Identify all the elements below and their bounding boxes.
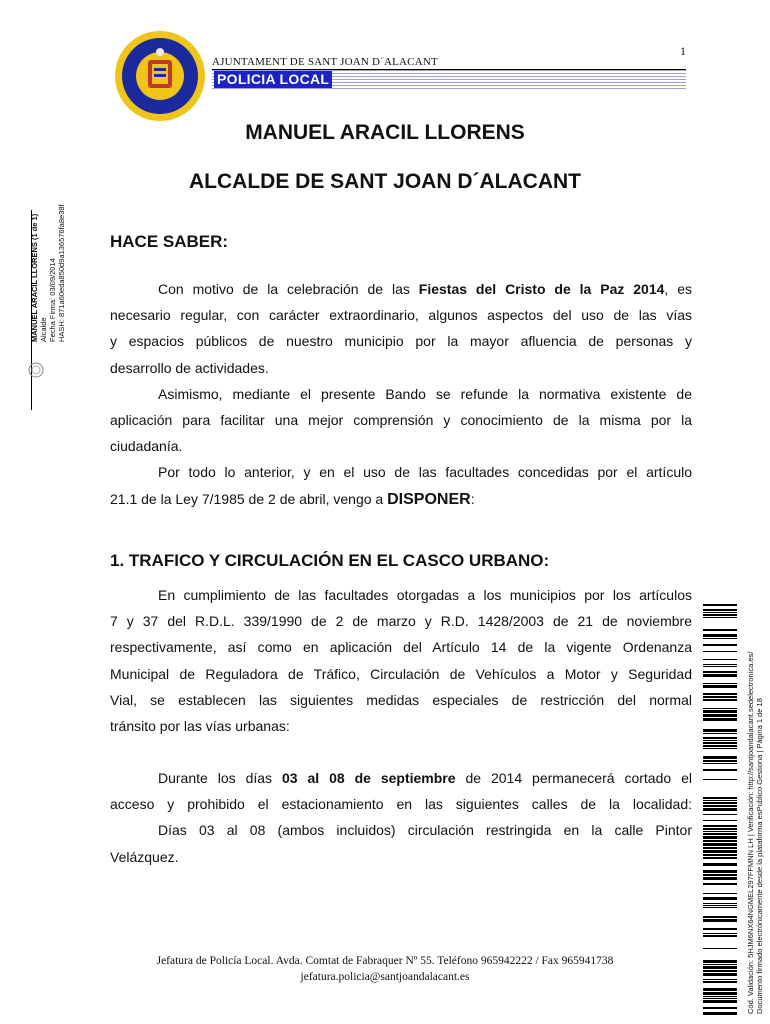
title-name: MANUEL ARACIL LLORENS: [245, 121, 525, 144]
intro-p1-text-a: Con motivo de la celebración de las: [158, 281, 419, 297]
intro-p2-line1: Asimismo, mediante el presente Bando se refunde la normativa existente de: [158, 385, 692, 402]
intro-p2-line2: aplicación para facilitar una mejor comprensión y conocimiento de la misma por la: [110, 412, 692, 429]
section1-line1: En cumplimiento de las facultades otorgadas a los municipios por los artículos: [158, 587, 692, 603]
footer: [0, 953, 770, 985]
intro-p3-line2: [110, 486, 692, 513]
intro-p1-line3: y espacios públicos de nuestro municipio por la mayor afluencia de personas y: [110, 333, 692, 350]
intro-p1-line4: desarrollo de actividades.: [110, 359, 269, 376]
intro-text: [110, 276, 692, 513]
intro-p3-colon: :: [470, 490, 475, 507]
section1-line3: respectivamente, así como en aplicación del Artículo 14 de la vigente Ordenanza: [110, 639, 692, 656]
header-department: POLICIA LOCAL: [214, 71, 332, 88]
header-organization: AJUNTAMENT DE SANT JOAN D´ALACANT: [212, 56, 438, 68]
dates-text-a: Durante los días: [158, 770, 282, 786]
section1-line4: Municipal de Reguladora de Tráfico, Circulación de Vehículos a Motor y Seguridad: [110, 665, 692, 682]
section1-line2: 7 y 37 del R.D.L. 339/1990 de 2 de marzo y R.D. 1428/2003 de 21 de noviembre: [110, 613, 692, 630]
footer-address: Jefatura de Policía Local. Avda. Comtat de Fabraquer Nº 55. Teléfono 965942222 / Fax 965941738: [156, 955, 614, 967]
stamp-seal-icon: [28, 362, 44, 378]
title-position: ALCALDE DE SANT JOAN D´ALACANT: [189, 170, 581, 193]
intro-p3-line1: Por todo lo anterior, y en el uso de las facultades concedidas por el artículo: [158, 464, 692, 481]
stamp-role: Alcalde: [39, 317, 48, 342]
police-crest-logo: [114, 30, 206, 122]
dates-bold: 03 al 08 de septiembre: [281, 770, 456, 786]
dates-text-b: de 2014 permanecerá cortado el: [455, 770, 692, 786]
intro-p1-text-b: , es: [664, 281, 692, 297]
validation-line2: Documento firmado electrónicamente desde la plataforma esPublico Gestiona | Página 1 de 18: [755, 698, 764, 1014]
stamp-name: MANUEL ARACIL LLORENS (1 de 1): [30, 213, 39, 342]
dates-line2: acceso y prohibido el estacionamiento en las siguientes calles de la localidad:: [110, 796, 692, 813]
footer-email: jefatura.policia@santjoandalacant.es: [300, 971, 470, 983]
intro-p1-line2: necesario regular, con carácter extraordinario, algunos aspectos del uso de las vías: [110, 307, 692, 324]
section1-line5: Vial, se establecen las siguientes medidas especiales de restricción del normal: [110, 691, 692, 708]
dates-line3: Días 03 al 08 (ambos incluidos) circulación restringida en la calle Pintor: [158, 822, 692, 839]
intro-p3-bold: DISPONER: [387, 490, 471, 508]
stamp-date: Fecha Firma: 03/09/2014: [48, 258, 57, 342]
validation-text: [746, 652, 764, 1014]
section1-text: [110, 582, 692, 739]
intro-p1-bold: Fiestas del Cristo de la Paz 2014: [418, 281, 665, 297]
dates-line1: [110, 765, 692, 791]
page-number: 1: [680, 44, 686, 58]
intro-p2-line3: ciudadanía.: [110, 438, 183, 455]
hace-saber-heading: HACE SABER:: [110, 232, 229, 251]
dates-line4: Velázquez.: [110, 848, 179, 865]
barcode-icon: [703, 604, 737, 1016]
validation-line1: Cód. Validación: 5HJM6NX64NGMEL297FFMNN LH | Verificación: http://santjoandalacant.sedelectronica.es/: [746, 651, 755, 1014]
section1-dates: [110, 765, 692, 870]
stamp-hash: HASH: 871a60eda850d9a136576fa8e38f: [57, 204, 66, 342]
section1-line6: tránsito por las vías urbanas:: [110, 718, 290, 735]
section1-heading: 1. TRAFICO Y CIRCULACIÓN EN EL CASCO URBANO:: [110, 551, 550, 570]
intro-p1-line1: [110, 276, 692, 302]
intro-p3-text: 21.1 de la Ley 7/1985 de 2 de abril, vengo a: [110, 490, 388, 507]
